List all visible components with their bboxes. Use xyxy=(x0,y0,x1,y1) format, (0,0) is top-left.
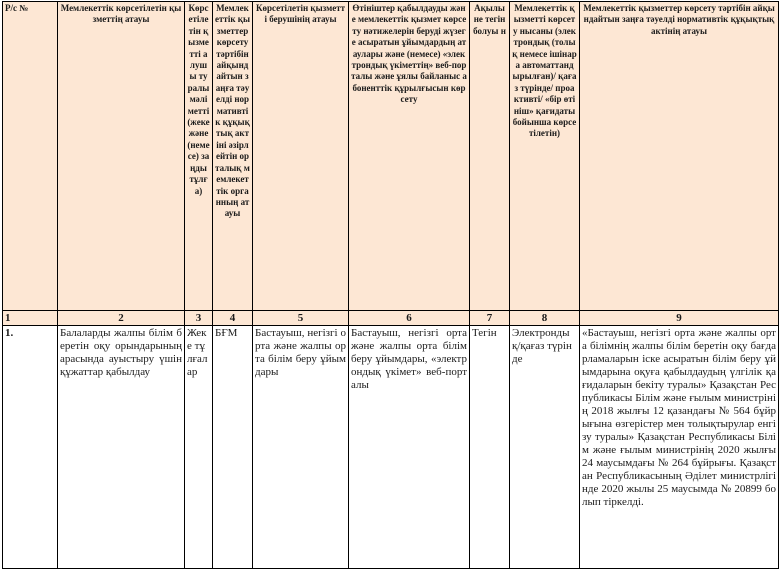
law-cell: «Бастауыш, негізгі орта және жалпы орта білімнің жалпы білім беретін оқу бағдарламаларын іске асыратын білім беру ұйымдарына оқуға қабылдаудың үлгілік қағидаларын бекіту туралы» Қазақстан Республикасы Білім және ғылым министрінің 2018 жылғы 12 қазандағы № 564 бұйрығына өзгерістер мен толықтырулар енгізу туралы» Қазақстан Республикасы Білім және ғылым министрінің 2020 жылғы 24 маусымдағы № 264 бұйрығы. Қазақстан Республикасының Әділет министрлігінде 2020 жылы 25 маусымда № 20899 болып тіркелді. xyxy=(580,326,779,569)
form-cell: Электрондық/қағаз түрінде xyxy=(510,326,580,569)
column-number: 4 xyxy=(213,311,253,326)
column-number: 8 xyxy=(510,311,580,326)
header-payment: Ақылы не тегін болуы н xyxy=(470,2,510,311)
header-row xyxy=(3,2,779,311)
table-row xyxy=(3,326,779,569)
recipient-cell: Жеке тұлғалар xyxy=(185,326,213,569)
column-number: 6 xyxy=(349,311,470,326)
provider-cell: Бастауыш, негізгі орта және жалпы орта білім беру ұйымдары xyxy=(253,326,349,569)
row-number: 1. xyxy=(3,326,58,569)
column-number: 3 xyxy=(185,311,213,326)
header-row-number: Р/с № xyxy=(3,2,58,311)
column-number: 7 xyxy=(470,311,510,326)
header-law: Мемлекеттік қызметтер көрсету тәртібін айқындайтын заңға тәуелді нормативтік құқықтық актінің атауы xyxy=(580,2,779,311)
header-recipient: Көрсетілетін қызметті алушы туралы мәліметті (жеке және (немесе) заңды тұлға) xyxy=(185,2,213,311)
payment-cell: Тегін xyxy=(470,326,510,569)
header-ministry: Мемлекеттік қызметтер көрсету тәртібін айқындайтын заңға тәуелді нормативтік құқықтық актіні әзірлейтін орталық мемлекеттік органның атауы xyxy=(213,2,253,311)
acceptance-cell: Бастауыш, негізгі орта және жалпы орта білім беру ұйымдары, «электрондық үкімет» веб-порталы xyxy=(349,326,470,569)
services-register-table xyxy=(2,1,779,569)
header-provider: Көрсетілетін қызметті берушінің атауы xyxy=(253,2,349,311)
column-number: 2 xyxy=(58,311,185,326)
column-number: 1 xyxy=(3,311,58,326)
column-number-row xyxy=(3,311,779,326)
header-form: Мемлекеттік қызметті көрсету нысаны (электрондық (толық немесе ішінара автоматтандырылған)/ қағаз түрінде/ проактивті/ «бір өтініш» қағидаты бойынша көрсетілетін) xyxy=(510,2,580,311)
header-acceptance: Өтініштер қабылдауды және мемлекеттік қызмет көрсету нәтижелерін беруді жүзеге асыратын ұйымдардың атаулары және (немесе) «электрондық үкіметтің» веб-порталы және ұялы байланыс абоненттік құрылғысын көрсету xyxy=(349,2,470,311)
column-number: 5 xyxy=(253,311,349,326)
column-number: 9 xyxy=(580,311,779,326)
header-service-name: Мемлекеттік көрсетілетін қызметтің атауы xyxy=(58,2,185,311)
ministry-cell: БҒМ xyxy=(213,326,253,569)
service-name-cell: Балаларды жалпы білім беретін оқу орындарының арасында ауыстыру үшін құжаттар қабылдау xyxy=(58,326,185,569)
